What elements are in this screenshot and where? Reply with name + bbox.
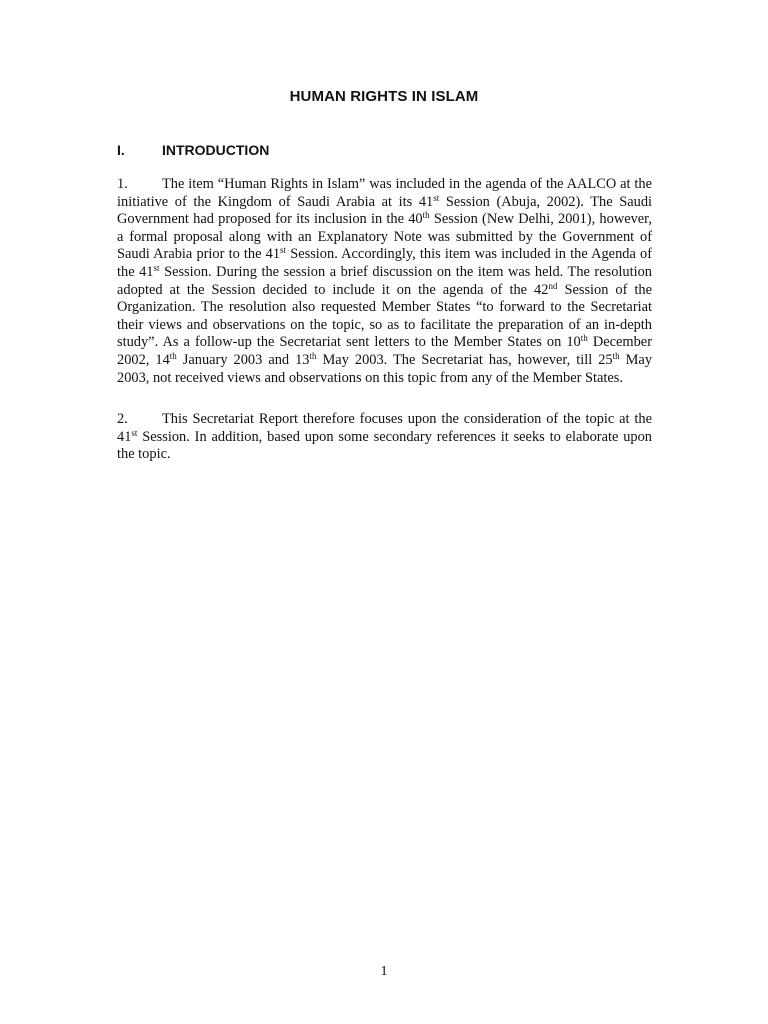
ordinal-suffix: nd xyxy=(548,280,558,291)
paragraph-text: Session of the Organization. The resolution also requested Member States “to forward to the Secretariat their views and observations on the topic, so as to facilitate the preparation of an in-depth study”. As a follow-up the Secretariat sent letters to the Member States on 10 xyxy=(117,281,652,351)
paragraph-text: Session. Accordingly, this item was included in the Agenda of the 41 xyxy=(117,246,652,280)
paragraph-text: This Secretariat Report therefore focuses upon the consideration of the topic at the 41 xyxy=(117,411,652,445)
paragraph-number: 2. xyxy=(117,411,128,427)
paragraph-text: January 2003 and 13 xyxy=(176,351,310,368)
section-number: I. xyxy=(117,142,125,158)
paragraph-text: Session (Abuja, 2002). The Saudi Government had proposed for its inclusion in the 40 xyxy=(117,193,653,228)
paragraph-text: December 2002, 14 xyxy=(117,334,652,368)
ordinal-suffix: st xyxy=(153,262,160,273)
section-heading xyxy=(117,142,269,158)
paragraph-text: Session (New Delhi, 2001), however, a formal proposal along with an Explanatory Note was submitted by the Government of Saudi Arabia prior to the 41 xyxy=(117,211,652,263)
paragraph-text: May 2003, not received views and observations on this topic from any of the Member States. xyxy=(117,351,653,386)
ordinal-suffix: st xyxy=(131,427,138,438)
document-title: HUMAN RIGHTS IN ISLAM xyxy=(289,88,479,105)
page-number: 1 xyxy=(380,964,388,979)
ordinal-suffix: st xyxy=(433,192,440,203)
ordinal-suffix: th xyxy=(309,350,317,361)
paragraph-text: Session. During the session a brief discussion on the item was held. The resolution adopted at the Session decided to include it on the agenda of the 42 xyxy=(117,263,652,298)
ordinal-suffix: th xyxy=(612,350,620,361)
ordinal-suffix: st xyxy=(280,245,287,256)
paragraph-number: 1. xyxy=(117,176,128,192)
paragraph-1 xyxy=(117,176,652,387)
ordinal-suffix: th xyxy=(422,210,430,221)
section-title: INTRODUCTION xyxy=(162,142,270,158)
paragraph-text: Session. In addition, based upon some secondary references it seeks to elaborate upon the topic. xyxy=(117,428,652,463)
paragraph-text: The item “Human Rights in Islam” was included in the agenda of the AALCO at the initiative of the Kingdom of Saudi Arabia at its 41 xyxy=(117,176,652,210)
ordinal-suffix: th xyxy=(580,333,588,344)
ordinal-suffix: th xyxy=(169,350,177,361)
paragraph-text: May 2003. The Secretariat has, however, till 25 xyxy=(316,351,613,368)
paragraph-2 xyxy=(117,411,652,464)
